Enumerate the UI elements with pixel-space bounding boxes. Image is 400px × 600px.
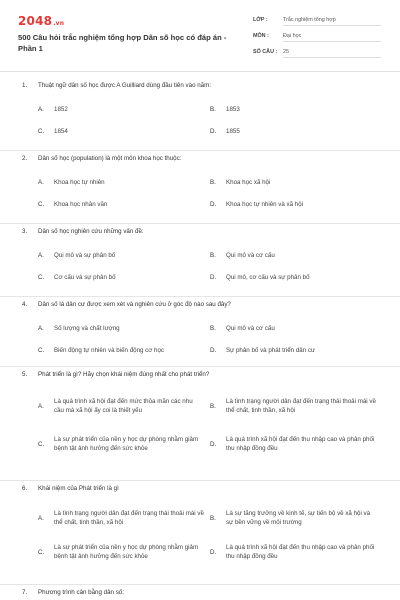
answer-letter: D. (210, 200, 217, 208)
answer-letter: A. (38, 514, 44, 522)
logo-text: 2048 (18, 14, 53, 28)
answer-text: 1852 (54, 105, 68, 113)
question-text (22, 297, 382, 309)
answer-letter: C. (38, 548, 45, 556)
question-item (0, 224, 400, 297)
answer-text: Là sự phát triển của nền y học dự phòng nhằm giảm bệnh tật ảnh hưởng đến sức khỏe (54, 544, 199, 560)
answer-option[interactable] (210, 98, 382, 120)
answer-letter: A. (38, 105, 44, 113)
answer-text: Sự phân bố và phát triển dân cư (226, 346, 316, 354)
answer-text: Là quá trình xã hội đạt đến mức thỏa mãn các nhu cầu mà xã hội ấy coi là thiết yếu (54, 398, 193, 414)
answer-option[interactable] (38, 317, 210, 339)
document-meta (253, 12, 381, 60)
answer-letter: A. (38, 178, 44, 186)
answer-option[interactable] (210, 193, 382, 215)
question-text (22, 78, 382, 90)
answer-options (22, 171, 382, 215)
answer-letter: C. (38, 127, 45, 135)
answer-option[interactable] (210, 266, 382, 288)
answer-text: Qui mô và cơ cấu (226, 251, 275, 259)
answer-letter: B. (210, 105, 216, 113)
answer-option[interactable] (38, 120, 210, 142)
meta-key: LỚP : (253, 17, 268, 23)
answer-text: Là quá trình xã hội đạt đến thu nhập cao và phân phối thu nhập đồng đều (226, 544, 375, 560)
answer-letter: C. (38, 200, 45, 208)
answer-letter: B. (210, 251, 216, 259)
document-title: 500 Câu hỏi trắc nghiệm tổng hợp Dân số học có đáp án - Phần 1 (18, 33, 227, 53)
meta-row-class (253, 12, 381, 28)
meta-row-subject (253, 28, 381, 44)
answer-letter: A. (38, 324, 44, 332)
answer-text: Khoa học xã hội (226, 178, 271, 186)
answer-letter: B. (210, 402, 216, 410)
answer-text: Qui mô và cơ cấu (226, 324, 275, 332)
question-prompt: Phương trình cân bằng dân số: (38, 589, 124, 596)
question-text (22, 224, 382, 236)
answer-option[interactable] (38, 193, 210, 215)
question-item (0, 367, 400, 481)
site-logo[interactable] (18, 14, 64, 28)
answer-option[interactable] (38, 339, 210, 361)
answer-options (22, 387, 382, 463)
answer-option[interactable] (210, 171, 382, 193)
answer-options (22, 501, 382, 569)
answer-options (22, 244, 382, 288)
question-item (0, 481, 400, 585)
answer-option[interactable] (38, 98, 210, 120)
answer-text: Biến động tự nhiên và biến động cơ học (54, 346, 165, 354)
answer-letter: D. (210, 273, 217, 281)
question-number: 2. (22, 155, 28, 162)
answer-option[interactable] (210, 425, 382, 463)
answer-letter: D. (210, 346, 217, 354)
answer-letter: D. (210, 440, 217, 448)
question-text (22, 151, 382, 163)
question-number: 1. (22, 82, 28, 89)
answer-option[interactable] (210, 317, 382, 339)
question-number: 7. (22, 589, 28, 596)
answer-letter: B. (210, 178, 216, 186)
answer-letter: A. (38, 251, 44, 259)
answer-letter: B. (210, 324, 216, 332)
answer-letter: C. (38, 273, 45, 281)
meta-value: Đại học (283, 30, 381, 42)
question-prompt: Thuật ngữ dân số học được A Guilliard dùng đầu tiên vào năm: (38, 82, 211, 89)
answer-text: Là tình trạng người dân đạt đến trạng thái thoải mái về thể chất, tinh thần, xã hội (226, 398, 376, 414)
question-number: 4. (22, 301, 28, 308)
answer-letter: A. (38, 402, 44, 410)
answer-text: Khoa học nhân văn (54, 200, 108, 208)
answer-letter: C. (38, 440, 45, 448)
answer-option[interactable] (210, 339, 382, 361)
answer-option[interactable] (38, 387, 210, 425)
question-item (0, 78, 400, 151)
answer-option[interactable] (210, 501, 382, 535)
question-list (0, 78, 400, 600)
answer-text: 1853 (226, 105, 240, 113)
answer-option[interactable] (38, 244, 210, 266)
answer-text: 1855 (226, 127, 240, 135)
question-prompt: Phát triển là gì? Hãy chọn khái niệm đúng nhất cho phát triển? (38, 371, 210, 378)
answer-option[interactable] (38, 501, 210, 535)
answer-option[interactable] (210, 387, 382, 425)
answer-options (22, 317, 382, 361)
answer-option[interactable] (38, 266, 210, 288)
question-item (0, 151, 400, 224)
answer-letter: D. (210, 548, 217, 556)
question-number: 5. (22, 371, 28, 378)
question-number: 6. (22, 485, 28, 492)
answer-option[interactable] (210, 244, 382, 266)
question-item (0, 585, 400, 600)
answer-option[interactable] (38, 535, 210, 569)
answer-text: Là quá trình xã hội đạt đến thu nhập cao và phân phối thu nhập đồng đều (226, 436, 375, 452)
answer-text: Là sự phát triển của nền y học dự phòng nhằm giảm bệnh tật ảnh hưởng đến sức khỏe (54, 436, 199, 452)
answer-text: Là sự tăng trưởng về kinh tế, sự tiến bộ về xã hội và sự bền vững về môi trường (226, 510, 371, 526)
logo-domain: .vn (53, 20, 65, 27)
answer-text: Số lượng và chất lượng (54, 324, 120, 332)
answer-text: 1854 (54, 127, 68, 135)
question-text (22, 367, 382, 379)
answer-text: Khoa học tự nhiên và xã hội (226, 200, 304, 208)
question-prompt: Dân số là dân cư được xem xét và nghiên cứu ở góc độ nào sau đây? (38, 301, 231, 308)
answer-options (22, 98, 382, 142)
question-prompt: Khái niệm của Phát triển là gì (38, 485, 119, 492)
document-header (0, 0, 400, 72)
answer-letter: B. (210, 514, 216, 522)
answer-option[interactable] (38, 171, 210, 193)
answer-text: Qui mô, cơ cấu và sự phân bố (226, 273, 310, 281)
answer-text: Là tình trạng người dân đạt đến trạng thái thoải mái về thể chất, tinh thần, xã hội (54, 510, 204, 526)
meta-value: 25 (283, 46, 381, 58)
question-text (22, 481, 382, 493)
question-prompt: Dân số học (population) là một môn khoa học thuộc: (38, 155, 182, 162)
answer-letter: C. (38, 346, 45, 354)
meta-key: MÔN : (253, 33, 269, 39)
answer-option[interactable] (210, 120, 382, 142)
answer-text: Qui mô và sự phân bố (54, 251, 116, 259)
meta-key: SỐ CÂU : (253, 49, 278, 55)
question-number: 3. (22, 228, 28, 235)
answer-letter: D. (210, 127, 217, 135)
question-text (22, 585, 382, 597)
meta-row-count (253, 44, 381, 60)
answer-text: Khoa học tự nhiên (54, 178, 105, 186)
answer-text: Cơ cấu và sự phân bố (54, 273, 116, 281)
question-prompt: Dân số học nghiên cứu những vấn đề: (38, 228, 144, 235)
question-item (0, 297, 400, 367)
meta-value: Trắc nghiệm tổng hợp (283, 14, 381, 26)
answer-option[interactable] (210, 535, 382, 569)
answer-option[interactable] (38, 425, 210, 463)
